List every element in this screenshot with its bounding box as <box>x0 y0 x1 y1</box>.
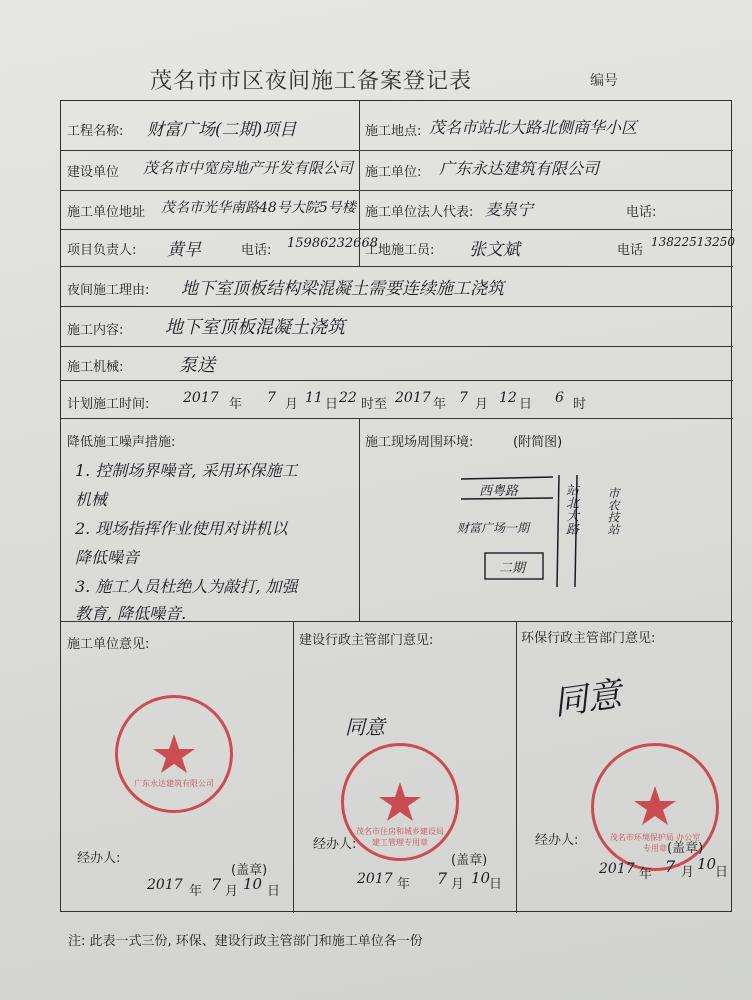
contractor-address-value: 茂名市光华南路48号大院5号楼 <box>161 200 356 216</box>
date-month-unit: 月 <box>451 877 465 892</box>
contractor-date-day: 10 <box>243 875 263 893</box>
manager-phone-value: 15986232668 <box>287 236 378 251</box>
serial-label: 编号 <box>590 73 618 89</box>
machinery-label: 施工机械: <box>67 360 124 375</box>
row-divider <box>61 346 733 347</box>
sketch-road-label: 西粤路 <box>479 484 519 499</box>
project-name-label: 工程名称: <box>67 124 124 139</box>
time-from-year: 2017 <box>183 390 219 406</box>
row-divider <box>61 306 733 307</box>
env-opinion-label: 环保行政主管部门意见: <box>521 631 656 646</box>
time-year-unit: 年 <box>229 397 243 412</box>
seal-star-icon <box>118 698 230 810</box>
column-divider <box>516 621 517 913</box>
construction-seal <box>341 743 459 861</box>
time-to-month: 7 <box>459 390 468 406</box>
construction-date-month: 7 <box>437 869 448 888</box>
env-date-month: 7 <box>665 857 676 876</box>
reason-value: 地下室顶板结构梁混凝土需要连续施工浇筑 <box>181 279 504 299</box>
project-name-value: 财富广场(二期)项目 <box>147 120 297 140</box>
time-hour-unit: 时 <box>573 397 587 412</box>
site-engineer-phone-value: 13822513250 <box>651 235 735 249</box>
noise-line: 机械 <box>75 490 108 509</box>
contractor-date-year: 2017 <box>147 877 183 893</box>
date-month-unit: 月 <box>225 884 239 899</box>
time-to-label: 时至 <box>361 397 388 412</box>
date-year-unit: 年 <box>639 867 653 882</box>
legal-rep-value: 麦泉宁 <box>485 200 534 219</box>
contractor-value: 广东永达建筑有限公司 <box>439 159 600 178</box>
noise-label: 降低施工噪声措施: <box>67 435 176 450</box>
site-label: 施工地点: <box>365 124 422 139</box>
noise-line: 2. 现场指挥作业使用对讲机以 <box>75 519 288 538</box>
construction-date-day: 10 <box>471 869 491 887</box>
noise-line: 3. 施工人员杜绝人为敲打, 加强 <box>75 577 298 596</box>
reason-label: 夜间施工理由: <box>67 283 150 298</box>
sketch-project-label: 财富广场一期 <box>457 521 530 535</box>
contractor-label: 施工单位: <box>365 165 422 180</box>
date-year-unit: 年 <box>189 884 203 899</box>
env-handler-label: 经办人: <box>535 833 579 848</box>
date-day-unit: 日 <box>267 884 281 899</box>
content-label: 施工内容: <box>67 323 124 338</box>
env-date-year: 2017 <box>599 861 635 877</box>
time-from-month: 7 <box>267 390 276 406</box>
legal-rep-label: 施工单位法人代表: <box>365 205 474 220</box>
time-day-unit: 日 <box>519 397 533 412</box>
contractor-seal-label: (盖章) <box>231 863 268 878</box>
row-divider <box>61 150 733 151</box>
builder-value: 茂名市中宽房地产开发有限公司 <box>143 159 354 177</box>
manager-phone-label: 电话: <box>241 243 272 258</box>
construction-opinion-label: 建设行政主管部门意见: <box>299 633 434 648</box>
date-day-unit: 日 <box>715 865 729 880</box>
noise-line: 1. 控制场界噪音, 采用环保施工 <box>75 461 298 480</box>
column-divider <box>359 418 360 621</box>
time-month-unit: 月 <box>475 397 489 412</box>
site-value: 茂名市站北大路北侧商华小区 <box>429 118 638 137</box>
row-divider <box>61 418 733 419</box>
registration-form <box>60 100 735 912</box>
row-divider <box>61 380 733 381</box>
manager-value: 黄早 <box>167 240 201 260</box>
time-label: 计划施工时间: <box>67 397 150 412</box>
contractor-date-month: 7 <box>211 875 222 894</box>
form-title: 茂名市市区夜间施工备案登记表 <box>150 69 473 94</box>
construction-date-year: 2017 <box>357 871 393 887</box>
row-divider <box>61 266 733 267</box>
site-engineer-phone-label: 电话 <box>617 243 644 258</box>
time-to-day: 12 <box>499 390 517 406</box>
construction-handler-label: 经办人: <box>313 837 357 852</box>
contractor-seal <box>115 695 233 813</box>
date-month-unit: 月 <box>681 865 695 880</box>
content-value: 地下室顶板混凝土浇筑 <box>165 317 345 338</box>
date-year-unit: 年 <box>397 877 411 892</box>
footer-note: 注: 此表一式三份, 环保、建设行政主管部门和施工单位各一份 <box>68 934 423 949</box>
contractor-seal-text: 广东永达建筑有限公司 <box>134 779 214 788</box>
site-engineer-label: 工地施工员: <box>365 243 435 258</box>
legal-rep-phone-label: 电话: <box>626 205 657 220</box>
time-day-unit: 日 <box>325 397 339 412</box>
machinery-value: 泵送 <box>179 355 215 376</box>
row-divider <box>61 190 733 191</box>
date-day-unit: 日 <box>489 877 503 892</box>
contractor-opinion-label: 施工单位意见: <box>67 637 150 652</box>
noise-line: 教育, 降低噪音. <box>75 604 187 623</box>
construction-seal-label: (盖章) <box>451 853 488 868</box>
time-month-unit: 月 <box>285 397 299 412</box>
time-from-hour: 22 <box>339 390 357 406</box>
time-to-hour: 6 <box>555 390 564 406</box>
env-seal-label: (盖章) <box>667 841 704 856</box>
contractor-handler-label: 经办人: <box>77 851 121 866</box>
builder-label: 建设单位 <box>67 165 120 180</box>
column-divider <box>293 621 294 913</box>
time-from-day: 11 <box>305 390 323 406</box>
noise-line: 降低噪音 <box>75 548 140 567</box>
env-date-day: 10 <box>697 855 717 873</box>
construction-seal-text: 茂名市住房和城乡建设局 建工管理专用章 <box>356 827 444 847</box>
manager-label: 项目负责人: <box>67 243 137 258</box>
site-engineer-value: 张文斌 <box>469 240 520 260</box>
environment-label: 施工现场周围环境: <box>365 435 474 450</box>
time-to-year: 2017 <box>395 390 431 406</box>
row-divider <box>61 229 733 230</box>
env-opinion-text: 同意 <box>551 674 624 724</box>
sketch-phase2-label: 二期 <box>499 561 526 576</box>
env-seal-text: 茂名市环境保护局 办公室专用章 <box>609 833 701 853</box>
sketch-avenue-label: 站北大路 <box>563 483 578 535</box>
construction-opinion-text: 同意 <box>345 715 385 739</box>
site-sketch <box>457 469 633 589</box>
contractor-address-label: 施工单位地址 <box>67 205 146 220</box>
sketch-side-label: 市农技站 <box>606 487 620 535</box>
attachment-label: (附简图) <box>513 435 563 450</box>
time-year-unit: 年 <box>433 397 447 412</box>
